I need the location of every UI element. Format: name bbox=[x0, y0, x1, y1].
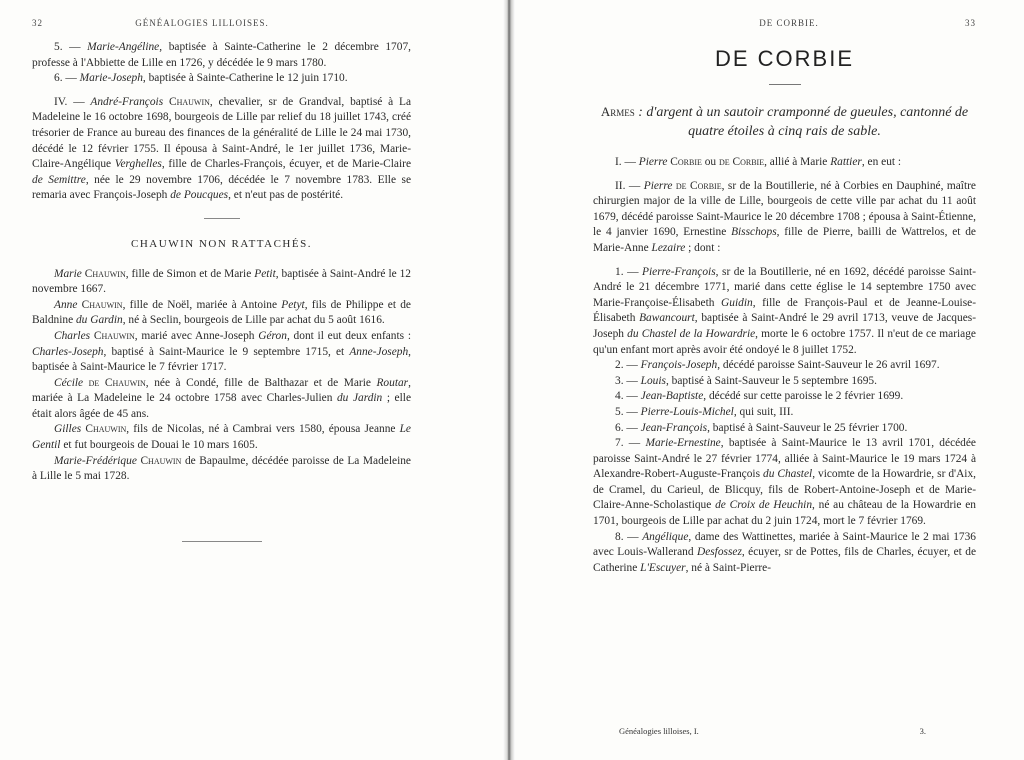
generation-i: I. — Pierre Corbie ou de Corbie, allié à Marie Rattier, en eut : bbox=[615, 156, 902, 168]
right-page-number: 33 bbox=[965, 18, 976, 28]
left-running-title: GÉNÉALOGIES LILLOISES. bbox=[135, 18, 269, 28]
child-entry: 5. — Pierre-Louis-Michel, qui suit, III. bbox=[615, 405, 794, 418]
child-entry: 8. — Angélique, dame des Wattinettes, mariée à Saint-Maurice le 2 mai 1736 avec Louis-Wallerand Desfossez, écuyer, sr de Pottes, fils de Charles, écuyer, et de Catherine L'Escuyer, né à Saint-Pierre- bbox=[593, 530, 976, 574]
unattached-section-title: CHAUWIN NON RATTACHÉS. bbox=[131, 237, 312, 250]
child-entry: 3. — Louis, baptisé à Saint-Sauveur le 5 septembre 1695. bbox=[615, 374, 877, 387]
right-page bbox=[503, 0, 1024, 760]
right-running-head bbox=[593, 18, 976, 28]
child-entry: 6. — Jean-François, baptisé à Saint-Sauveur le 25 février 1700. bbox=[615, 421, 908, 434]
child-entry: 2. — François-Joseph, décédé paroisse Saint-Sauveur le 26 avril 1697. bbox=[615, 359, 940, 372]
coat-of-arms-description: Armes : d'argent à un sautoir cramponné de gueules, cantonné de quatre étoiles à cinq rais de sable. bbox=[600, 104, 969, 139]
child-entry: 1. — Pierre-François, sr de la Boutillerie, né en 1692, décédé paroisse Saint-André le 21 décembre 1771, marié dans cette église le 14 septembre 1750 avec Marie-Françoise-Élisabeth Guidin, fille de François-Paul et de Jeanne-Louise-Élisabeth Bawancourt, baptisée à Saint-André le 29 avril 1713, veuve de Jacques-Joseph du Chastel de la Howardrie, morte le 6 octobre 1757. Il n'eut de ce mariage qu'un enfant mort après avoir été ondoyé le 8 juillet 1752. bbox=[593, 265, 976, 356]
left-body bbox=[32, 40, 411, 542]
footer-sheet-number: 3. bbox=[919, 726, 926, 736]
left-entry-6: 6. — Marie-Joseph, baptisée à Sainte-Catherine le 12 juin 1710. bbox=[54, 72, 348, 85]
right-running-title: DE CORBIE. bbox=[759, 18, 819, 28]
end-rule bbox=[182, 541, 262, 542]
child-entry: 4. — Jean-Baptiste, décédé sur cette paroisse le 2 février 1699. bbox=[615, 390, 904, 403]
unattached-entry: Marie Chauwin, fille de Simon et de Marie Petit, baptisée à Saint-André le 12 novembre 1667. bbox=[32, 267, 412, 296]
left-page bbox=[0, 0, 503, 760]
generation-ii: II. — Pierre de Corbie, sr de la Boutillerie, né à Corbies en Dauphiné, maître chirurgien major de la ville de Lille, bourgeois de cette ville par achat du 11 août 1679, décédé paroisse Saint-Maurice le 20 décembre 1708 ; épousa à Saint-Étienne, le 4 janvier 1690, Ernestine Bisschops, fille de Pierre, bailli de Wattrelos, et de Marie-Anne Lezaire ; dont : bbox=[593, 179, 976, 254]
unattached-entry: Charles Chauwin, marié avec Anne-Joseph Géron, dont il eut deux enfants : Charles-Joseph, baptisé à Saint-Maurice le 9 septembre 1715, et Anne-Joseph, baptisée à Saint-Maurice le 7 février 1717. bbox=[32, 329, 412, 374]
child-entry: 7. — Marie-Ernestine, baptisée à Saint-Maurice le 13 avril 1701, décédée paroisse Saint-André le 27 février 1774, alliée à Saint-Maurice le 19 mars 1724 à Alexandre-Robert-Auguste-François du Chastel, vicomte de la Howardrie, sr d'Aix, de Cramel, du Carieul, de Blicquy, fils de Robert-Antoine-Joseph et de Marie-Claire-Anne-Scholastique de Croix de Heuchin, né au château de la Howardrie en 1701, bourgeois de Lille par achat du 2 juin 1724, mort le 7 février 1769. bbox=[593, 437, 977, 528]
generation-iv: IV. — André-François Chauwin, chevalier, sr de Grandval, baptisé à La Madeleine le 16 octobre 1698, bourgeois de Lille par relief du 18 juillet 1743, créé trésorier de France au bureau des finances de la généralité de Lille le 24 mai 1730, décédé le 12 février 1755. Il épousa à Saint-André, le 1er juillet 1736, Marie-Claire-Angélique Verghelles, fille de Charles-François, écuyer, et de Marie-Claire de Semittre, née le 29 novembre 1706, décédée le 7 novembre 1783. Elle se remaria avec François-Joseph de Poucques, et n'eut pas de postérité. bbox=[32, 95, 412, 202]
left-entry-5: 5. — Marie-Angéline, baptisée à Sainte-Catherine le 2 décembre 1707, professe à l'Abbiette de Lille en 1726, y décédée le 9 mars 1780. bbox=[32, 41, 411, 69]
unattached-entry: Anne Chauwin, fille de Noël, mariée à Antoine Petyt, fils de Philippe et de Baldnine du Gardin, né à Seclin, bourgeois de Lille par achat du 5 août 1616. bbox=[32, 298, 411, 327]
unattached-entry: Gilles Chauwin, fils de Nicolas, né à Cambrai vers 1580, épousa Jeanne Le Gentil et fut bourgeois de Douai le 10 mars 1605. bbox=[32, 423, 411, 452]
title-rule bbox=[769, 84, 801, 85]
section-divider bbox=[204, 218, 240, 219]
unattached-entry: Cécile de Chauwin, née à Condé, fille de Balthazar et de Marie Routar, mariée à La Madeleine le 24 octobre 1758 avec Charles-Julien du Jardin ; elle était alors âgée de 45 ans. bbox=[32, 376, 411, 420]
right-footer bbox=[593, 726, 976, 736]
family-title: DE CORBIE bbox=[714, 46, 855, 71]
right-body bbox=[593, 155, 976, 576]
left-page-number: 32 bbox=[32, 18, 43, 28]
footer-signature: Généalogies lilloises, I. bbox=[619, 726, 699, 736]
left-running-head bbox=[32, 18, 411, 28]
unattached-entry: Marie-Frédérique Chauwin de Bapaulme, décédée paroisse de La Madeleine à Lille le 5 mai 1728. bbox=[32, 454, 411, 483]
